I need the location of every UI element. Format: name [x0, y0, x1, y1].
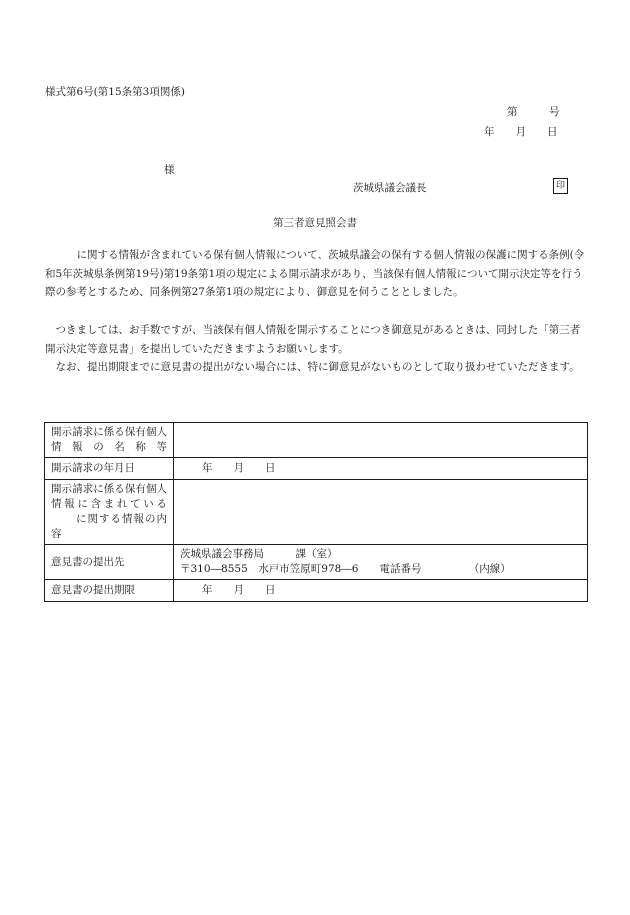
seal-mark: 印: [553, 178, 568, 194]
request-date-value: 年 月 日: [174, 458, 588, 480]
included-info-value: [174, 480, 588, 545]
table-row: [45, 480, 588, 545]
request-info-name-label: 開示請求に係る保有個人情報の名称等: [45, 423, 174, 458]
included-info-label: 開示請求に係る保有個人情報に含まれている に関する情報の内容: [45, 480, 174, 545]
body-paragraph-3: なお、提出期限までに意見書の提出がない場合には、特に御意見がないものとして取り扱わせていただきます。: [45, 361, 580, 373]
submission-office-line: 茨城県議会事務局 課（室）: [180, 548, 338, 560]
table-row: [45, 458, 588, 480]
submission-deadline-value: 年 月 日: [174, 580, 588, 602]
document-date-line: 年 月 日: [484, 126, 558, 138]
sender-title: 茨城県議会議長: [353, 182, 427, 194]
submission-destination-label: 意見書の提出先: [45, 545, 174, 580]
submission-destination-value: [174, 545, 588, 580]
table-row: [45, 545, 588, 580]
recipient-honorific: 様: [164, 164, 175, 176]
submission-address-line: 〒310―8555 水戸市笠原町978―6 電話番号 （内線）: [180, 563, 511, 575]
table-row: [45, 423, 588, 458]
document-number-line: 第 号: [507, 106, 560, 118]
document-title: 第三者意見照会書: [273, 217, 357, 229]
request-info-name-value: [174, 423, 588, 458]
body-paragraph-1: に関する情報が含まれている保有個人情報について、茨城県議会の保有する個人情報の保護に関する条例(令和5年茨城県条例第19号)第19条第1項の規定による開示請求があり、当該保有個人情報について開示決定等を行う際の参考とするため、同条例第27条第1項の規定により、御意見を伺うこととしました。: [45, 249, 585, 298]
request-date-label: 開示請求の年月日: [45, 458, 174, 480]
body-paragraph-2: つきましては、お手数ですが、当該保有個人情報を開示することにつき御意見があるときは、同封した「第三者開示決定等意見書」を提出していただきますようお願いします。: [45, 324, 581, 355]
submission-deadline-label: 意見書の提出期限: [45, 580, 174, 602]
table-row: [45, 580, 588, 602]
form-number: 様式第6号(第15条第3項関係): [45, 86, 185, 98]
info-table: [44, 422, 588, 602]
